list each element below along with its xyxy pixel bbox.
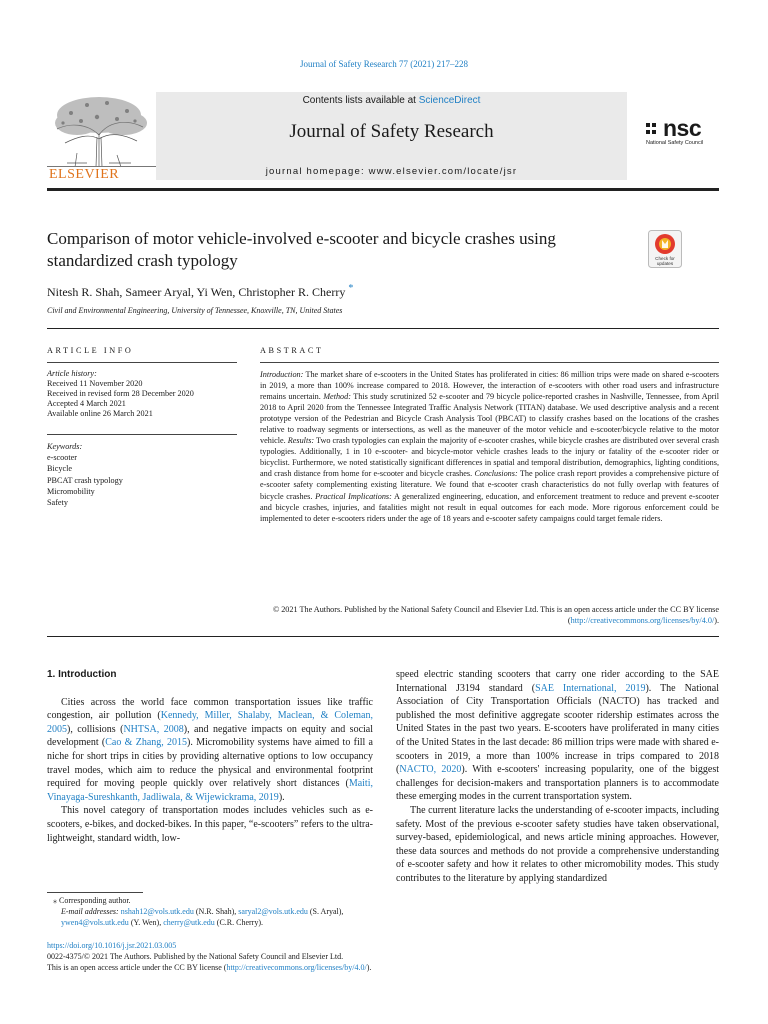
title-rule <box>47 328 719 329</box>
history-label: Article history: <box>47 369 97 378</box>
abstract-copyright <box>260 604 719 626</box>
text: ). <box>278 791 285 803</box>
affiliation: Civil and Environmental Engineering, University of Tennessee, Knoxville, TN, United States <box>47 306 343 315</box>
keyword: e-scooter <box>47 453 78 463</box>
keyword: Safety <box>47 498 68 508</box>
citation-link[interactable]: Cao & Zhang, 2015 <box>105 737 188 749</box>
nsc-logo-icon <box>646 116 726 140</box>
citation-link[interactable]: Maiti, Vinayaga-Sureshkanth, Jadliwala, & Wijewickrama, 2019 <box>47 778 373 803</box>
contents-prefix: Contents lists available at <box>302 95 419 106</box>
masthead-rule <box>47 188 719 191</box>
doi-link[interactable]: https://doi.org/10.1016/j.jsr.2021.03.005 <box>47 941 177 950</box>
article-title: Comparison of motor vehicle-involved e-scooter and bicycle crashes using standardized crash typology <box>47 229 556 270</box>
method-label: Method: <box>323 392 351 402</box>
history-online: Available online 26 March 2021 <box>47 409 153 418</box>
email-link[interactable]: saryal2@vols.utk.edu <box>238 907 308 916</box>
keyword: Micromobility <box>47 486 95 496</box>
cc-license-link[interactable]: http://creativecommons.org/licenses/by/4.0/ <box>226 962 367 972</box>
paragraph: This novel category of transportation modes includes vehicles such as e-scooters, e-bikes, and docked-bikes. In this paper, “e-scooters” refers to the ultra-lightweight, standard width, low- <box>47 805 373 844</box>
keywords-rule <box>47 434 237 435</box>
crossmark-icon <box>648 230 682 268</box>
keyword: PBCAT crash typology <box>47 475 123 485</box>
intro-text: The market share of e-scooters in the United States has proliferated in cities: 86 million trips were made on shared e-scooters in 2019, a more than 100% increase compared to 2018. However, the interaction of e-scooters with other road users and infrastructure remains uncertain. <box>260 370 719 402</box>
journal-citation-link[interactable]: Journal of Safety Research 77 (2021) 217–228 <box>300 59 468 69</box>
keyword: Bicycle <box>47 464 73 474</box>
implications-label: Practical Implications: <box>315 491 392 501</box>
article-info-rule <box>47 362 237 363</box>
body-right-column <box>396 668 719 886</box>
text: (N.R. Shah), <box>193 907 239 916</box>
article-info-label: ARTICLE INFO <box>47 346 134 355</box>
results-text: Two crash typologies can explain the majority of e-scooter crashes, while bicycle crashes are distributed over several crash typologies. Additionally, 1 in 10 e-scooter- and bicycle-motor vehicle crashes leads to the injury or fatality of the e-scooter rider or bicyclist. Furthermore, we noted statistically significant differences in spatial and temporal distribution, demographics, lighting conditions, and crash distance from home for e-scooter and bicycle crashes. <box>260 436 719 479</box>
page-footer <box>47 941 719 973</box>
email-link[interactable]: nshah12@vols.utk.edu <box>120 907 194 916</box>
text: (S. Aryal), <box>307 907 344 916</box>
journal-homepage[interactable]: journal homepage: www.elsevier.com/locate/jsr <box>265 166 518 177</box>
svg-text:Check for: Check for <box>655 256 675 261</box>
article-history <box>47 369 237 419</box>
body-left-column <box>47 668 373 845</box>
copyright-text: © 2021 The Authors. Published by the National Safety Council and Elsevier Ltd. This is an open access article under the CC BY license ( <box>272 605 719 626</box>
issn-line: 0022-4375/© 2021 The Authors. Published by the National Safety Council and Elsevier Ltd. <box>47 951 344 961</box>
sciencedirect-link[interactable]: ScienceDirect <box>418 95 481 106</box>
text: Cities across the world face common transportation issues like traffic congestion, air pollution ( <box>47 696 373 722</box>
email-link[interactable]: cherry@utk.edu <box>163 918 215 927</box>
citation-link[interactable]: NACTO, 2020 <box>399 764 462 776</box>
nsc-logo[interactable] <box>646 116 726 147</box>
citation-link[interactable]: NHTSA, 2008 <box>123 723 184 735</box>
license-line <box>47 963 719 974</box>
corresponding-author-mark[interactable]: * <box>348 283 354 294</box>
crossmark-badge[interactable] <box>648 230 682 268</box>
implications-text: A generalized engineering, education, and enforcement treatment to reduce and prevent e-scooter and bicycle crashes, injuries, and fatalities might not result in equal outcomes for each mode. More rigorous enforcement could be implemented to deter e-scooters riders under the age of 18 years and e-scooter safety campaigns could target female riders. <box>260 491 719 523</box>
intro-label: Introduction: <box>260 370 304 379</box>
footnote-rule <box>47 892 143 893</box>
abstract-text <box>260 369 719 524</box>
elsevier-logo[interactable] <box>47 93 157 183</box>
paragraph: The current literature lacks the understanding of e-scooter impacts, including safety. Most of the previous e-scooter safety studies have taken observational, survey-based, epidemiological, and news article mining approaches. However, these data sources and methods do not provide a comprehensive understanding of e-scooter safety and how it relates to other micromobility modes. This study contributes to the literature by applying standardized <box>396 804 719 884</box>
conclusions-label: Conclusions: <box>474 469 518 479</box>
email-link[interactable]: ywen4@vols.utk.edu <box>61 918 129 927</box>
nsc-name: National Safety Council <box>646 140 704 146</box>
section-heading: 1. Introduction <box>47 669 117 680</box>
text: speed electric standing scooters that carry one rider according to the SAE International J3194 standard ( <box>396 669 719 694</box>
abstract-rule <box>260 362 719 363</box>
history-revised: Received in revised form 28 December 2020 <box>47 389 194 398</box>
nsc-wordmark: nsc <box>663 115 702 141</box>
email-addresses <box>47 906 377 928</box>
text: ). <box>366 962 372 972</box>
email-label: E-mail addresses: <box>61 907 119 916</box>
history-received: Received 11 November 2020 <box>47 379 143 388</box>
keywords <box>47 441 237 508</box>
text: ), and negative impacts on equity and social development ( <box>47 723 374 749</box>
results-label: Results: <box>287 436 315 446</box>
text: ), collisions ( <box>67 723 124 735</box>
elsevier-wordmark: ELSEVIER <box>49 167 120 182</box>
conclusions-text: The police crash report provides a comprehensive picture of e-scooter safety complementing existing literature. We found that e-scooter crash characteristics do not fully overlap with features of bicycle crashes. <box>260 469 719 501</box>
keywords-label: Keywords: <box>47 442 83 451</box>
citation-link[interactable]: SAE International, 2019 <box>535 682 646 694</box>
authors-text: Nitesh R. Shah, Sameer Aryal, Yi Wen, Christopher R. Cherry <box>47 285 346 299</box>
copyright-end: ). <box>714 616 719 626</box>
abstract-label: ABSTRACT <box>260 346 324 355</box>
text: ). Micromobility systems have aimed to fill a niche for short trips in cities by providing alternative options to low occupancy travel modes, which aim to reduce the physical and environmental footprint required for moving people quickly over relatively short distances ( <box>47 737 373 790</box>
text: ). With e-scooters' increasing popularity, one of the biggest challenges for decision-makers and transportation planners is to accommodate these emerging modes in the current transportation system. <box>396 764 719 803</box>
text: (Y. Wen), <box>128 918 164 927</box>
author-list <box>47 283 353 300</box>
text: (C.R. Cherry). <box>214 918 263 927</box>
cc-license-link[interactable]: http://creativecommons.org/licenses/by/4.0/ <box>570 616 715 626</box>
paragraph <box>47 696 373 805</box>
text: ). The National Association of City Transportation Officials (NACTO) has tracked and published the most definitive aggregate scooter ridership estimates across the United States in the past two years. E-scooters have proliferated in many cities of the United States in the last decade: 86 million trips were made with shared e-scooters in 2019, a more than 100% increase in trips compared to 2018 ( <box>396 682 720 776</box>
text: This is an open access article under the CC BY license ( <box>47 962 227 972</box>
footnote <box>47 895 377 928</box>
history-accepted: Accepted 4 March 2021 <box>47 399 126 408</box>
contents-line <box>156 95 627 106</box>
corresponding-note: ⁎ Corresponding author. <box>53 896 131 905</box>
abstract-end-rule <box>47 636 719 637</box>
paragraph <box>396 668 719 804</box>
svg-text:updates: updates <box>656 261 674 266</box>
citation-link[interactable]: Kennedy, Miller, Shalaby, Maclean, & Coleman, 2005 <box>47 710 373 735</box>
method-text: This study scrutinized 52 e-scooter and 79 bicycle police-reported crashes in Nashville, Tennessee, from April 2018 to April 2020 from the Tennessee Integrated Traffic Analysis Network (TITAN) database. We used descriptive analysis and a recent prototype version of the Pedestrian and Bicycle Crash Analysis Tool (PBCAT) to classify crashes based on the locations of the crashes relative to roadway segments or intersections, as well as the maneuver of the motor vehicle and e-scooter/bicycle relative to the motor vehicle. <box>260 392 719 446</box>
elsevier-tree-icon <box>47 93 157 169</box>
journal-title: Journal of Safety Research <box>289 121 494 142</box>
